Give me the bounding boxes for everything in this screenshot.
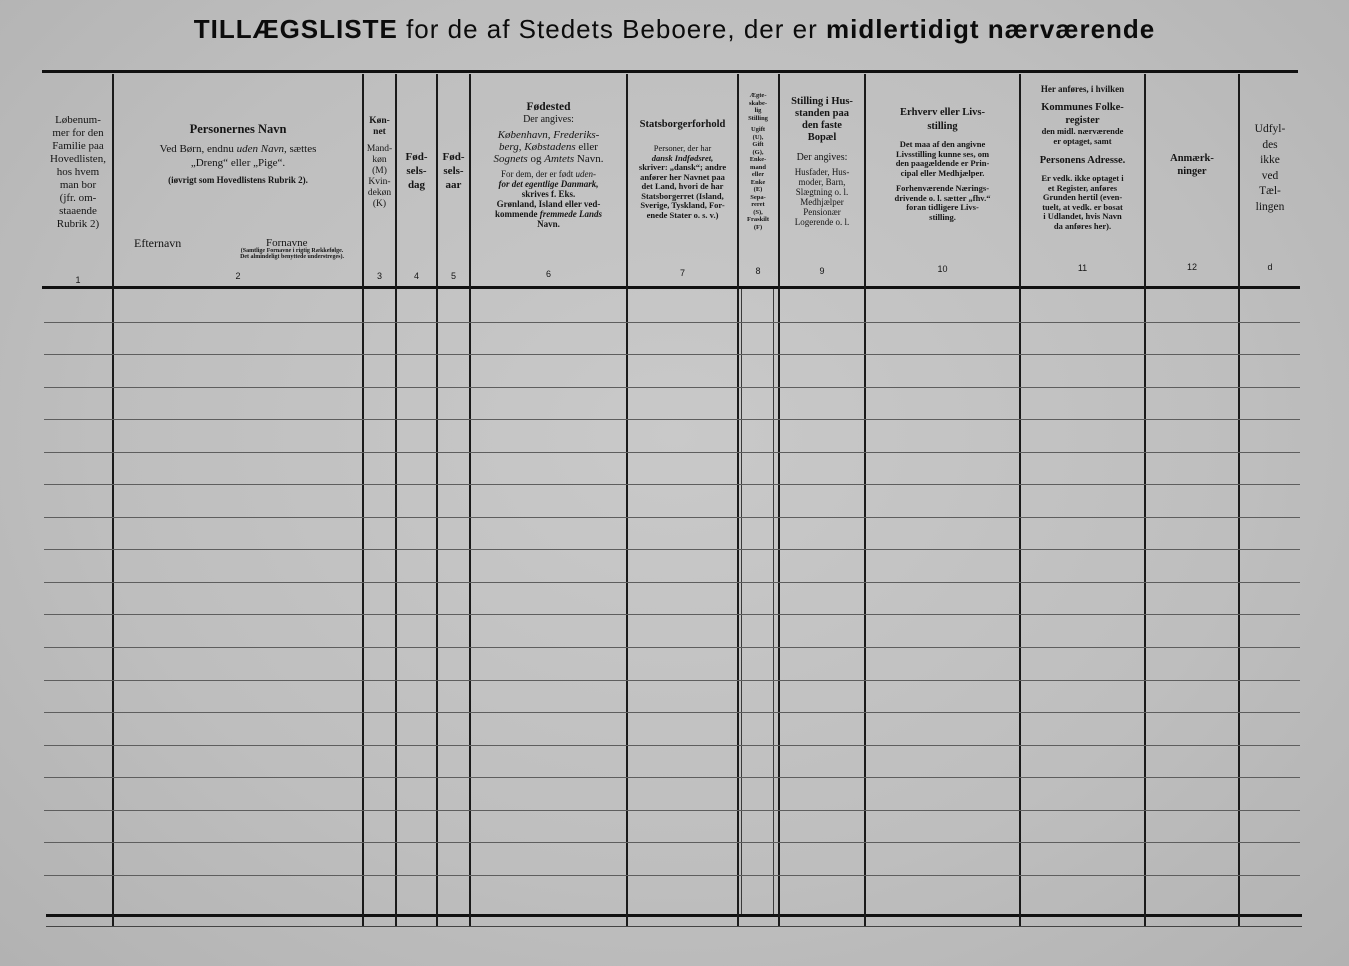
col-11-top: Her anføres, i hvilken bbox=[1040, 84, 1125, 94]
form-row-line bbox=[44, 614, 1300, 615]
form-row-line bbox=[44, 322, 1300, 323]
col-9-heading: den faste bbox=[802, 120, 842, 131]
col-7-italic: dansk Indfødsret, bbox=[651, 152, 714, 163]
col-8-sub: reret bbox=[751, 201, 765, 208]
col-7-line: anfører her Navnet paa bbox=[640, 171, 725, 182]
form-row-line bbox=[44, 810, 1300, 811]
col-2-note: (iøvrigt som Hovedlistens Rubrik 2). bbox=[168, 175, 308, 185]
col-3-line: Køn- bbox=[369, 116, 390, 126]
col-11-line2: da anføres her). bbox=[1053, 220, 1112, 231]
col-9-heading: standen paa bbox=[795, 108, 849, 119]
col-6-p5: kommende bbox=[495, 209, 538, 219]
col-10-line2: Forhenværende Nærings- bbox=[895, 183, 990, 193]
col-4-line: Fød- bbox=[405, 151, 428, 163]
col-10-heading2: stilling bbox=[927, 121, 958, 132]
col-11-heading2: Personens Adresse. bbox=[1039, 155, 1126, 166]
col-6-p1-it: uden- bbox=[575, 169, 596, 179]
col-6-p6: Navn. bbox=[537, 219, 560, 229]
header-col-9 bbox=[780, 78, 864, 274]
col-7-heading: Statsborgerforhold bbox=[639, 119, 726, 130]
column-number: 10 bbox=[937, 264, 948, 274]
col-4-line: dag bbox=[407, 179, 426, 191]
header-col-5 bbox=[438, 78, 469, 328]
col-3-line: (K) bbox=[372, 199, 387, 209]
form-row-line bbox=[44, 549, 1300, 550]
column-number: 2 bbox=[235, 271, 241, 281]
col-8-sub: Gift bbox=[752, 141, 764, 148]
col-8-sub: (E) bbox=[753, 186, 763, 193]
col-8-line: Ægte- bbox=[749, 92, 767, 99]
col-6-t4: Navn. bbox=[576, 153, 604, 165]
col-10-line2: stilling. bbox=[929, 211, 956, 222]
header-col-3 bbox=[364, 78, 395, 294]
col-d-line: ikke bbox=[1260, 154, 1280, 166]
col-7-line: det Land, hvori de har bbox=[641, 181, 724, 191]
col-6-p3: skrives f. Eks. bbox=[521, 189, 576, 199]
col-6-p4: Grønland, Island eller ved- bbox=[496, 199, 601, 209]
col-8-sub: Sepa- bbox=[750, 193, 766, 201]
title-middle: for de af Stedets Beboere, der er bbox=[406, 14, 818, 44]
col-7-line: Personer, der har bbox=[653, 143, 712, 153]
col-6-p1: For dem, der er født bbox=[501, 169, 574, 179]
col-9-sub: Der angives: bbox=[796, 152, 848, 163]
col-1-line: Rubrik 2) bbox=[56, 218, 100, 230]
col-6-it4: Amtets bbox=[544, 153, 575, 165]
col-10-line2: foran tidligere Livs- bbox=[906, 202, 979, 212]
form-row-line bbox=[44, 680, 1300, 681]
col-9-line: Logerende o. l. bbox=[794, 217, 850, 227]
form-row-line bbox=[44, 842, 1300, 843]
col-5-line: aar bbox=[445, 179, 462, 191]
column-divider bbox=[112, 74, 114, 926]
col-10-heading: Erhverv eller Livs- bbox=[900, 107, 985, 118]
col-2-text: Ved Børn, endnu bbox=[159, 143, 234, 155]
col-11-line: er optaget, samt bbox=[1053, 135, 1112, 146]
col-10-line: cipal eller Medhjælper. bbox=[900, 167, 985, 178]
col-d-line: lingen bbox=[1255, 200, 1285, 213]
bottom-rule bbox=[46, 914, 1302, 917]
col-6-sub: Der angives: bbox=[523, 114, 574, 125]
col-3-line: net bbox=[373, 127, 386, 137]
col-11-line2: tuelt, at vedk. er bosat bbox=[1042, 201, 1123, 212]
col-11-heading: register bbox=[1065, 115, 1100, 126]
col-6-it2: berg, Købstadens bbox=[499, 141, 576, 153]
col-4-line: sels- bbox=[406, 165, 427, 177]
column-number: 9 bbox=[819, 266, 825, 276]
col-6-it1: København, Frederiks- bbox=[497, 129, 600, 141]
col-3-line: dekøn bbox=[367, 188, 392, 198]
col-1-line: Løbenum- bbox=[55, 114, 101, 126]
form-row-line bbox=[44, 647, 1300, 648]
form-row-line bbox=[44, 419, 1300, 420]
col-8-sub: (U), bbox=[752, 133, 764, 141]
col-9-line: Medhjælper bbox=[800, 197, 844, 207]
col-1-line: man bor bbox=[59, 179, 97, 191]
col-2-surname-label: Efternavn bbox=[134, 236, 182, 250]
col-3-line: Mand- bbox=[366, 144, 393, 154]
col-6-t3: og bbox=[530, 153, 542, 165]
col-8-sub: (G), bbox=[752, 148, 764, 156]
col-8-sub: (F) bbox=[753, 223, 763, 231]
column-number: 6 bbox=[545, 269, 551, 279]
col-3-line: køn bbox=[372, 155, 387, 165]
col-8-sub: (S), bbox=[753, 208, 763, 216]
col-8-sub: Enke- bbox=[749, 156, 767, 163]
col-10-line: Livsstilling kunne ses, om bbox=[895, 148, 990, 159]
col-d-line: des bbox=[1262, 138, 1278, 151]
header-col-4 bbox=[397, 78, 436, 328]
header-col-6 bbox=[471, 78, 626, 278]
col-11-line2: Grunden hertil (even- bbox=[1042, 192, 1123, 202]
form-row-line bbox=[44, 387, 1300, 388]
col-10-line: Det maa af den angivne bbox=[899, 139, 986, 149]
column-number: d bbox=[1267, 262, 1273, 272]
col-9-heading: Bopæl bbox=[807, 132, 837, 143]
title-main: TILLÆGSLISTE bbox=[193, 14, 398, 44]
col-11-line: den midl. nærværende bbox=[1041, 126, 1124, 136]
col-8-line: skabe- bbox=[748, 99, 768, 107]
top-rule bbox=[42, 70, 1298, 73]
col-10-line: den paagældende er Prin- bbox=[895, 158, 990, 168]
col-11-line2: Er vedk. ikke optaget i bbox=[1041, 173, 1124, 183]
col-5-line: Fød- bbox=[442, 151, 465, 163]
col-2-text2: „Dreng“ eller „Pige“. bbox=[190, 157, 286, 169]
col-6-t2: eller bbox=[578, 141, 598, 153]
col-8-sub: Fraskilt bbox=[746, 216, 770, 223]
form-row-line bbox=[44, 354, 1300, 355]
column-number: 3 bbox=[376, 271, 382, 281]
col-2-firstnames-note: (Samtlige Fornavne i rigtig Rækkefølge. Det almindeligt benyttede understreges). bbox=[240, 248, 344, 260]
col-9-line: moder, Barn, bbox=[798, 177, 846, 187]
col-8-sub: Ugift bbox=[750, 126, 766, 133]
col-7-line: skriver: „dansk“; andre bbox=[638, 162, 727, 172]
col-8-sub: eller bbox=[751, 171, 765, 178]
form-row-line bbox=[44, 582, 1300, 583]
header-col-7 bbox=[628, 78, 737, 296]
header-col-8 bbox=[739, 78, 777, 270]
form-row-line bbox=[44, 745, 1300, 746]
col-8-line: Stilling bbox=[748, 114, 768, 122]
form-row-line bbox=[44, 777, 1300, 778]
col-1-line: Hovedlisten, bbox=[50, 153, 106, 165]
col-12-line: ninger bbox=[1177, 166, 1207, 177]
column-subdivider bbox=[741, 289, 742, 914]
col-9-line: Pensionær bbox=[803, 207, 841, 217]
header-col-12 bbox=[1146, 78, 1238, 330]
col-12-line: Anmærk- bbox=[1170, 153, 1214, 164]
col-7-line: Sverige, Tyskland, For- bbox=[640, 200, 725, 210]
col-d-line: Udfyl- bbox=[1254, 123, 1286, 135]
title-end: midlertidigt nærværende bbox=[825, 14, 1156, 44]
column-number: 8 bbox=[755, 266, 761, 276]
column-number: 4 bbox=[413, 271, 419, 281]
col-2-firstnames-label: Fornavne bbox=[266, 237, 308, 249]
col-d-line: Tæl- bbox=[1259, 185, 1281, 197]
col-10-line2: drivende o. l. sætter „fhv.“ bbox=[894, 192, 991, 203]
column-subdivider bbox=[773, 289, 774, 914]
header-col-11 bbox=[1021, 78, 1144, 262]
footer-rule bbox=[46, 926, 1302, 927]
header-col-10 bbox=[866, 78, 1019, 284]
col-2-text-italic: uden Navn, bbox=[236, 143, 287, 155]
col-11-line2: et Register, anføres bbox=[1047, 182, 1118, 193]
col-8-sub: Enke bbox=[750, 178, 766, 186]
form-row-line bbox=[44, 452, 1300, 453]
column-number: 1 bbox=[75, 275, 81, 285]
form-row-line bbox=[44, 712, 1300, 713]
col-6-it3: Sognets bbox=[493, 153, 528, 165]
col-1-line: staaende bbox=[59, 205, 97, 217]
col-1-line: Familie paa bbox=[52, 140, 104, 152]
col-2-text-end: sættes bbox=[289, 143, 317, 155]
col-9-line: Slægtning o. l. bbox=[795, 187, 849, 197]
col-11-heading: Kommunes Folke- bbox=[1041, 102, 1124, 113]
form-row-line bbox=[44, 875, 1300, 876]
col-1-line: mer for den bbox=[52, 127, 104, 139]
col-3-line: Kvin- bbox=[368, 177, 391, 187]
col-7-line: enede Stater o. s. v.) bbox=[646, 209, 719, 220]
form-row-line bbox=[44, 517, 1300, 518]
col-9-line: Husfader, Hus- bbox=[794, 167, 850, 177]
form-title bbox=[0, 14, 1349, 45]
col-1-line: (jfr. om- bbox=[59, 192, 97, 204]
column-number: 11 bbox=[1077, 263, 1088, 273]
header-col-1 bbox=[44, 78, 112, 292]
col-d-line: ved bbox=[1261, 169, 1279, 182]
col-6-p5-it: fremmede Lands bbox=[539, 209, 602, 219]
col-2-heading: Personernes Navn bbox=[189, 122, 287, 136]
col-3-line: (M) bbox=[372, 166, 387, 176]
column-number: 7 bbox=[679, 268, 685, 278]
form-row-line bbox=[44, 484, 1300, 485]
col-1-line: hos hvem bbox=[56, 166, 100, 178]
col-9-heading: Stilling i Hus- bbox=[791, 96, 853, 107]
col-8-line: lig bbox=[754, 107, 762, 114]
column-number: 12 bbox=[1186, 262, 1197, 272]
col-11-line2: i Udlandet, hvis Navn bbox=[1043, 211, 1122, 221]
col-6-heading: Fødested bbox=[526, 101, 571, 113]
column-number: 5 bbox=[450, 271, 456, 281]
col-5-line: sels- bbox=[443, 165, 464, 177]
header-col-2 bbox=[116, 78, 360, 300]
col-7-line: Statsborgerret (Island, bbox=[641, 190, 724, 201]
col-8-sub: mand bbox=[750, 163, 766, 171]
col-6-p2: for det egentlige Danmark, bbox=[498, 179, 599, 189]
